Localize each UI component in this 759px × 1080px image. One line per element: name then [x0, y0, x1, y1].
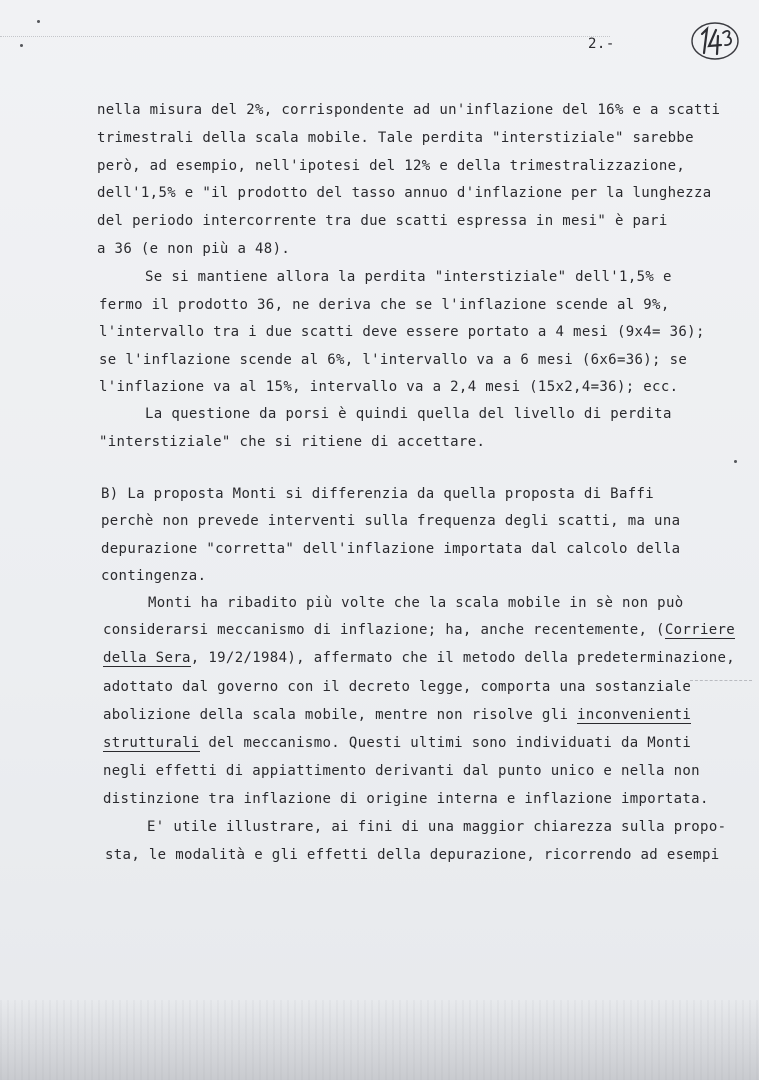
- text-line: del periodo intercorrente tra due scatti espressa in mesi" è pari: [97, 213, 668, 229]
- text-segment: del meccanismo. Questi ultimi sono individuati da Monti: [199, 735, 692, 751]
- text-line: negli effetti di appiattimento derivanti dal punto unico e nella non: [103, 763, 700, 779]
- text-line: depurazione "corretta" dell'inflazione importata dal calcolo della: [101, 541, 681, 557]
- paper-speck: [20, 44, 23, 47]
- page-number: 2.-: [588, 36, 615, 52]
- text-line: La questione da porsi è quindi quella del livello di perdita: [145, 406, 672, 422]
- text-line: fermo il prodotto 36, ne deriva che se l'inflazione scende al 9%,: [99, 297, 670, 313]
- text-segment: abolizione della scala mobile, mentre non risolve gli: [103, 707, 578, 723]
- citation-underlined: della Sera: [103, 650, 191, 666]
- text-segment: , 19/2/1984), affermato che il metodo della predeterminazione,: [190, 650, 736, 666]
- text-line: l'inflazione va al 15%, intervallo va a 2,4 mesi (15x2,4=36); ecc.: [99, 379, 679, 395]
- paper-speck: [734, 460, 737, 463]
- margin-dash: [690, 680, 752, 681]
- text-line: distinzione tra inflazione di origine interna e inflazione importata.: [103, 791, 709, 807]
- text-line: [103, 620, 735, 640]
- text-line: contingenza.: [101, 568, 207, 584]
- top-dotted-rule: [0, 36, 610, 37]
- text-segment: considerarsi meccanismo di inflazione; ha, anche recentemente, (: [103, 622, 665, 638]
- bottom-scan-noise: [0, 1000, 759, 1080]
- text-line: sta, le modalità e gli effetti della depurazione, ricorrendo ad esempi: [105, 847, 720, 863]
- text-line: E' utile illustrare, ai fini di una maggior chiarezza sulla propo-: [147, 819, 727, 835]
- citation-underlined: Corriere: [664, 622, 736, 638]
- paper-speck: [37, 20, 40, 23]
- text-line: l'intervallo tra i due scatti deve essere portato a 4 mesi (9x4= 36);: [99, 324, 705, 340]
- text-line: [103, 733, 691, 753]
- text-line: però, ad esempio, nell'ipotesi del 12% e della trimestralizzazione,: [97, 158, 686, 174]
- text-line: Se si mantiene allora la perdita "interstiziale" dell'1,5% e: [145, 269, 672, 285]
- text-line: "interstiziale" che si ritiene di accettare.: [99, 434, 486, 450]
- archive-number-stamp: [690, 20, 740, 62]
- text-line: [103, 705, 691, 725]
- handwritten-circle-icon: [690, 20, 740, 62]
- text-line: adottato dal governo con il decreto legge, comporta una sostanziale: [103, 679, 692, 695]
- section-b-line: B) La proposta Monti si differenzia da quella proposta di Baffi: [101, 486, 655, 502]
- text-line: perchè non prevede interventi sulla frequenza degli scatti, ma una: [101, 513, 681, 529]
- text-line: nella misura del 2%, corrispondente ad un'inflazione del 16% e a scatti: [97, 102, 721, 118]
- text-line: trimestrali della scala mobile. Tale perdita "interstiziale" sarebbe: [97, 130, 694, 146]
- text-line: dell'1,5% e "il prodotto del tasso annuo d'inflazione per la lunghezza: [97, 185, 712, 201]
- text-line: Monti ha ribadito più volte che la scala mobile in sè non può: [148, 595, 684, 611]
- emphasis-underlined: strutturali: [103, 735, 200, 751]
- emphasis-underlined: inconvenienti: [577, 707, 692, 723]
- text-line: se l'inflazione scende al 6%, l'intervallo va a 6 mesi (6x6=36); se: [99, 352, 688, 368]
- text-line: a 36 (e non più a 48).: [97, 241, 291, 257]
- text-line: [103, 648, 735, 668]
